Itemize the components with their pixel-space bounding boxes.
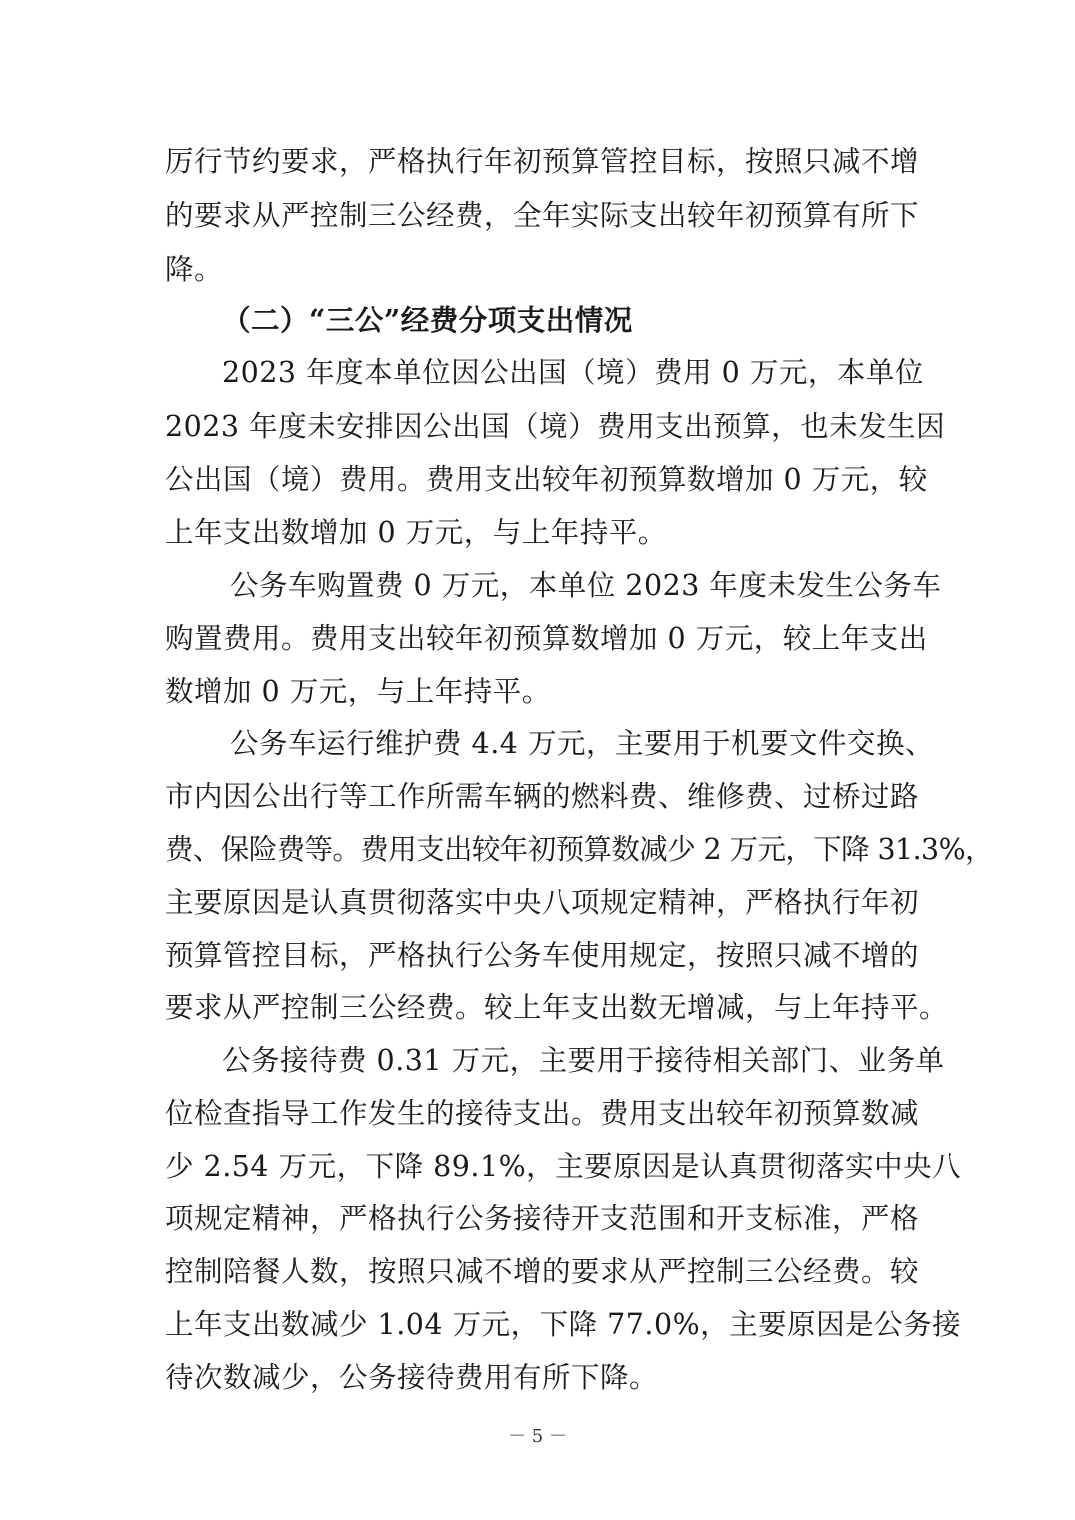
- paragraph-line: 2023 年度本单位因公出国（境）费用 0 万元，本单位: [222, 356, 924, 389]
- paragraph-line: 预算管控目标，严格执行公务车使用规定，按照只减不增的: [165, 939, 920, 972]
- paragraph-line: 少 2.54 万元，下降 89.1%，主要原因是认真贯彻落实中央八: [165, 1150, 962, 1183]
- paragraph-line: 公出国（境）费用。费用支出较年初预算数增加 0 万元，较: [165, 463, 928, 496]
- paragraph-line: 上年支出数增加 0 万元，与上年持平。: [165, 516, 667, 549]
- paragraph-line: 的要求从严控制三公经费，全年实际支出较年初预算有所下: [165, 199, 920, 232]
- paragraph-line: 控制陪餐人数，按照只减不增的要求从严控制三公经费。较: [165, 1255, 920, 1288]
- paragraph-line: 项规定精神，严格执行公务接待开支范围和开支标准，严格: [165, 1202, 920, 1235]
- paragraph-line: 要求从严控制三公经费。较上年支出数无增减，与上年持平。: [165, 991, 949, 1024]
- paragraph-line: 购置费用。费用支出较年初预算数增加 0 万元，较上年支出: [165, 622, 928, 655]
- paragraph-line: 待次数减少，公务接待费用有所下降。: [165, 1361, 659, 1394]
- paragraph-line: 市内因公出行等工作所需车辆的燃料费、维修费、过桥过路: [165, 780, 920, 813]
- paragraph-line: 降。: [165, 253, 224, 286]
- paragraph-line: 主要原因是认真贯彻落实中央八项规定精神，严格执行年初: [165, 886, 920, 919]
- page-number: － 5 －: [508, 1426, 567, 1447]
- paragraph-line: 2023 年度未安排因公出国（境）费用支出预算，也未发生因: [165, 410, 946, 443]
- paragraph-line: 位检查指导工作发生的接待支出。费用支出较年初预算数减: [165, 1097, 920, 1130]
- paragraph-line: 公务车运行维护费 4.4 万元，主要用于机要文件交换、: [230, 727, 934, 760]
- paragraph-line: 厉行节约要求，严格执行年初预算管控目标，按照只减不增: [165, 145, 920, 178]
- paragraph-line: 上年支出数减少 1.04 万元，下降 77.0%，主要原因是公务接: [165, 1308, 962, 1341]
- paragraph-line: 公务车购置费 0 万元，本单位 2023 年度未发生公务车: [230, 569, 942, 602]
- paragraph-line: 数增加 0 万元，与上年持平。: [165, 675, 551, 708]
- section-heading: （二）“三公”经费分项支出情况: [222, 303, 633, 337]
- paragraph-line: 公务接待费 0.31 万元，主要用于接待相关部门、业务单: [222, 1044, 945, 1077]
- paragraph-line: 费、保险费等。费用支出较年初预算数减少 2 万元，下降 31.3%，: [165, 833, 993, 866]
